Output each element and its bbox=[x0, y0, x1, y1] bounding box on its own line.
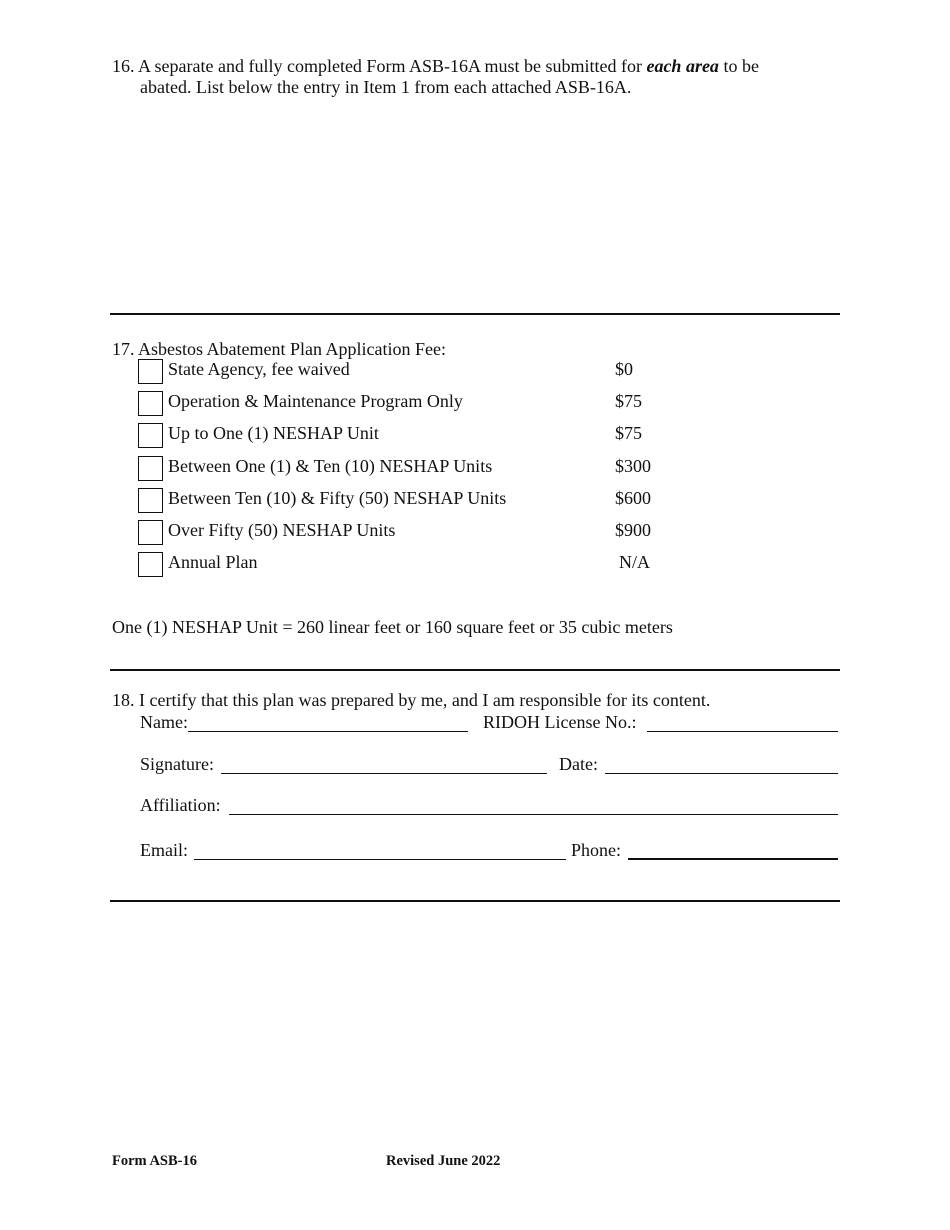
email-label: Email: bbox=[140, 840, 188, 860]
fee-label: Between One (1) & Ten (10) NESHAP Units bbox=[168, 456, 493, 476]
email-field[interactable] bbox=[194, 859, 566, 860]
fee-amount: $75 bbox=[615, 423, 642, 443]
license-label: RIDOH License No.: bbox=[483, 712, 637, 732]
neshap-unit-note: One (1) NESHAP Unit = 260 linear feet or 160 square feet or 35 cubic meters bbox=[112, 617, 673, 637]
fee-checkbox[interactable] bbox=[138, 359, 163, 384]
fee-amount: $300 bbox=[615, 456, 651, 476]
fee-checkbox[interactable] bbox=[138, 423, 163, 448]
item-16-line2: abated. List below the entry in Item 1 from each attached ASB-16A. bbox=[140, 77, 632, 97]
phone-label: Phone: bbox=[571, 840, 622, 860]
fee-amount: $900 bbox=[615, 520, 651, 540]
section-divider bbox=[110, 669, 840, 671]
date-field[interactable] bbox=[605, 773, 838, 774]
section-divider bbox=[110, 900, 840, 902]
item-16-number: 16. bbox=[112, 56, 135, 76]
fee-label: Up to One (1) NESHAP Unit bbox=[168, 423, 379, 443]
item-17-heading: 17. Asbestos Abatement Plan Application Fee: bbox=[112, 339, 446, 359]
revision-date: Revised June 2022 bbox=[386, 1153, 501, 1169]
fee-amount: $75 bbox=[615, 391, 642, 411]
fee-label: Annual Plan bbox=[168, 552, 258, 572]
fee-amount: $0 bbox=[615, 359, 633, 379]
fee-label: Operation & Maintenance Program Only bbox=[168, 391, 463, 411]
signature-label: Signature: bbox=[140, 754, 214, 774]
fee-label: Over Fifty (50) NESHAP Units bbox=[168, 520, 396, 540]
fee-amount: N/A bbox=[619, 552, 650, 572]
fee-checkbox[interactable] bbox=[138, 456, 163, 481]
fee-checkbox[interactable] bbox=[138, 488, 163, 513]
item-16-text bbox=[112, 56, 759, 77]
license-field[interactable] bbox=[647, 731, 838, 732]
item-16-text-before: A separate and fully completed Form ASB-16A must be submitted for bbox=[138, 56, 642, 76]
fee-label: Between Ten (10) & Fifty (50) NESHAP Units bbox=[168, 488, 507, 508]
form-id: Form ASB-16 bbox=[112, 1153, 197, 1169]
signature-field[interactable] bbox=[221, 773, 547, 774]
certification-statement: 18. I certify that this plan was prepared by me, and I am responsible for its content. bbox=[112, 690, 711, 710]
item-16-text-after: to be bbox=[723, 56, 759, 76]
affiliation-label: Affiliation: bbox=[140, 795, 221, 815]
fee-checkbox[interactable] bbox=[138, 391, 163, 416]
fee-label: State Agency, fee waived bbox=[168, 359, 350, 379]
affiliation-field[interactable] bbox=[229, 814, 838, 815]
section-divider bbox=[110, 313, 840, 315]
name-label: Name: bbox=[140, 712, 188, 732]
fee-amount: $600 bbox=[615, 488, 651, 508]
name-field[interactable] bbox=[188, 731, 468, 732]
fee-checkbox[interactable] bbox=[138, 552, 163, 577]
fee-checkbox[interactable] bbox=[138, 520, 163, 545]
date-label: Date: bbox=[559, 754, 598, 774]
item-16-emphasis: each area bbox=[646, 56, 719, 76]
phone-field[interactable] bbox=[628, 858, 838, 860]
